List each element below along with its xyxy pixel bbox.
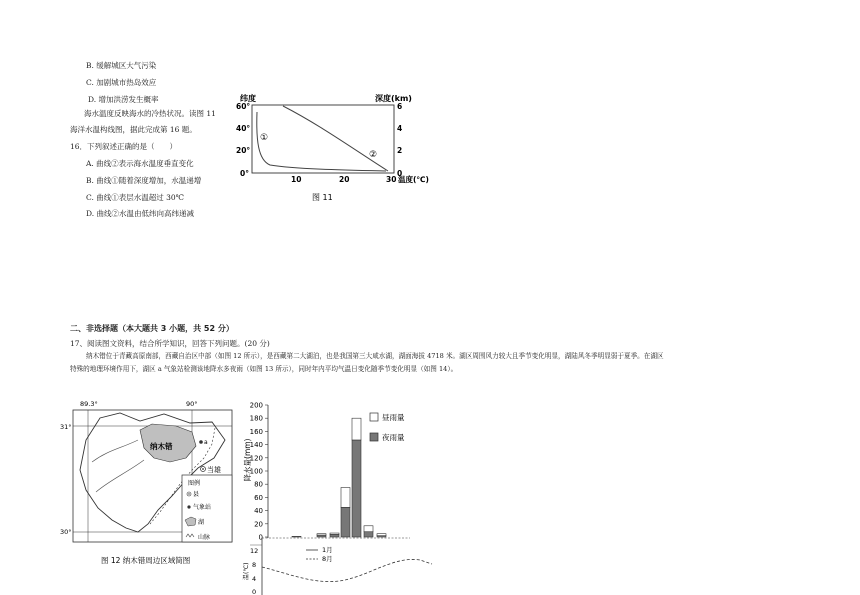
map-lake-name: 纳木错: [150, 442, 173, 451]
legend-aug-label: 8月: [322, 555, 333, 563]
y-tick-label-120: 120: [249, 454, 263, 463]
map-lon-89-3: 89.3°: [80, 400, 98, 408]
y-tick-label-0: 0: [258, 533, 263, 542]
temp-aug-curve: [262, 559, 432, 581]
y-tick-label-20: 20: [254, 520, 263, 529]
q17-paragraph-line1: 纳木错位于青藏高原南部，西藏自治区中部（如图 12 所示），是西藏第二大湖泊，也是我国第三大咸水湖，湖面海拔 4718 米。湖区周围风力较大且季节变化明显，湖陆风冬季明显弱于夏季。在湖区: [86, 352, 664, 360]
y-tick-label-160: 160: [249, 427, 263, 436]
legend-jan-label: 1月: [322, 546, 333, 554]
temp-tick-12: 12: [250, 547, 259, 555]
bar-chart-y-axis-title: 降水量(mm): [243, 438, 252, 482]
y-tick-label-200: 200: [249, 401, 263, 410]
fig11-curve-2-label: ②: [369, 150, 378, 160]
map-station-a-label: a: [204, 439, 208, 446]
fig11-right-tick-0: 0: [397, 169, 403, 178]
q17-paragraph-line2: 特殊的地理环境作用下，湖区 a 气象站检测该地降水多夜雨（如图 13 所示），同时年内平均气温日变化随季节变化明显（如图 14）。: [70, 365, 458, 373]
q16-stem: 16．下列叙述正确的是（ ）: [70, 142, 178, 151]
y-tick-label-60: 60: [254, 493, 263, 502]
temp-chart-y-axis-title: 温(℃): [243, 562, 250, 580]
fig11-x-tick-10: 10: [291, 175, 302, 184]
map-lat-31: 31°: [60, 423, 72, 431]
temp-tick-4: 4: [252, 575, 257, 583]
y-tick-label-180: 180: [249, 414, 263, 423]
q17-stem: 17、阅读图文资料，结合所学知识，回答下列问题。(20 分): [70, 339, 270, 348]
fig11-left-tick-20: 20°: [236, 146, 251, 155]
q15-option-b: B. 缓解城区大气污染: [86, 61, 157, 70]
fig11-x-tick-20: 20: [339, 175, 350, 184]
map-legend-county: 县: [193, 491, 200, 498]
legend-day-label: 昼雨量: [382, 413, 405, 422]
q16-option-b: B. 曲线①随着深度增加，水温递增: [86, 176, 202, 185]
fig11-left-tick-0: 0°: [240, 169, 249, 178]
map-legend-lake: 湖: [198, 519, 205, 526]
fig11-caption: 图 11: [312, 193, 333, 202]
fig11-x-tick-30: 30: [386, 175, 397, 184]
map-caption: 图 12 纳木错周边区域简图: [101, 556, 191, 565]
y-tick-label-100: 100: [249, 467, 263, 476]
map-legend-title: 图例: [188, 480, 201, 487]
fig11-left-tick-60: 60°: [236, 102, 251, 111]
fig11-intro-line1: 海水温度反映海水的冷热状况。读图 11: [84, 109, 216, 118]
fig11-x-axis-title: 温度(℃): [398, 175, 429, 184]
map-legend-station: 气象站: [193, 504, 212, 511]
y-tick-label-40: 40: [254, 507, 263, 516]
fig11-left-axis-title: 纬度: [240, 94, 256, 103]
y-tick-label-140: 140: [249, 441, 263, 450]
temp-tick-0: 0: [252, 588, 257, 595]
fig11-right-axis-title: 深度(km): [375, 94, 412, 103]
q15-option-c: C. 加剧城市热岛效应: [86, 78, 157, 87]
map-legend-mountain: 山脉: [198, 534, 211, 541]
map-county-name: 当雄: [207, 466, 221, 474]
map-lon-90: 90°: [186, 400, 198, 408]
temp-tick-8: 8: [252, 561, 257, 569]
y-tick-label-80: 80: [254, 480, 263, 489]
q16-option-d: D. 曲线②水温由低纬向高纬递减: [86, 209, 195, 218]
q15-option-d: D. 增加洪涝发生概率: [88, 95, 159, 104]
fig11-right-tick-6: 6: [397, 102, 403, 111]
fig11-left-tick-40: 40°: [236, 124, 251, 133]
fig11-curve-1-label: ①: [260, 133, 269, 143]
fig11-intro-line2: 海洋水温构线图，据此完成第 16 题。: [70, 125, 197, 134]
fig11-right-tick-2: 2: [397, 146, 403, 155]
legend-night-label: 夜雨量: [382, 433, 405, 442]
q16-option-a: A. 曲线②表示海水温度垂直变化: [86, 159, 194, 168]
q16-option-c: C. 曲线①表层水温超过 30℃: [86, 193, 185, 202]
fig11-right-tick-4: 4: [397, 124, 403, 133]
map-lat-30: 30°: [60, 528, 72, 536]
section-2-heading: 二、非选择题（本大题共 3 小题，共 52 分）: [70, 324, 234, 333]
